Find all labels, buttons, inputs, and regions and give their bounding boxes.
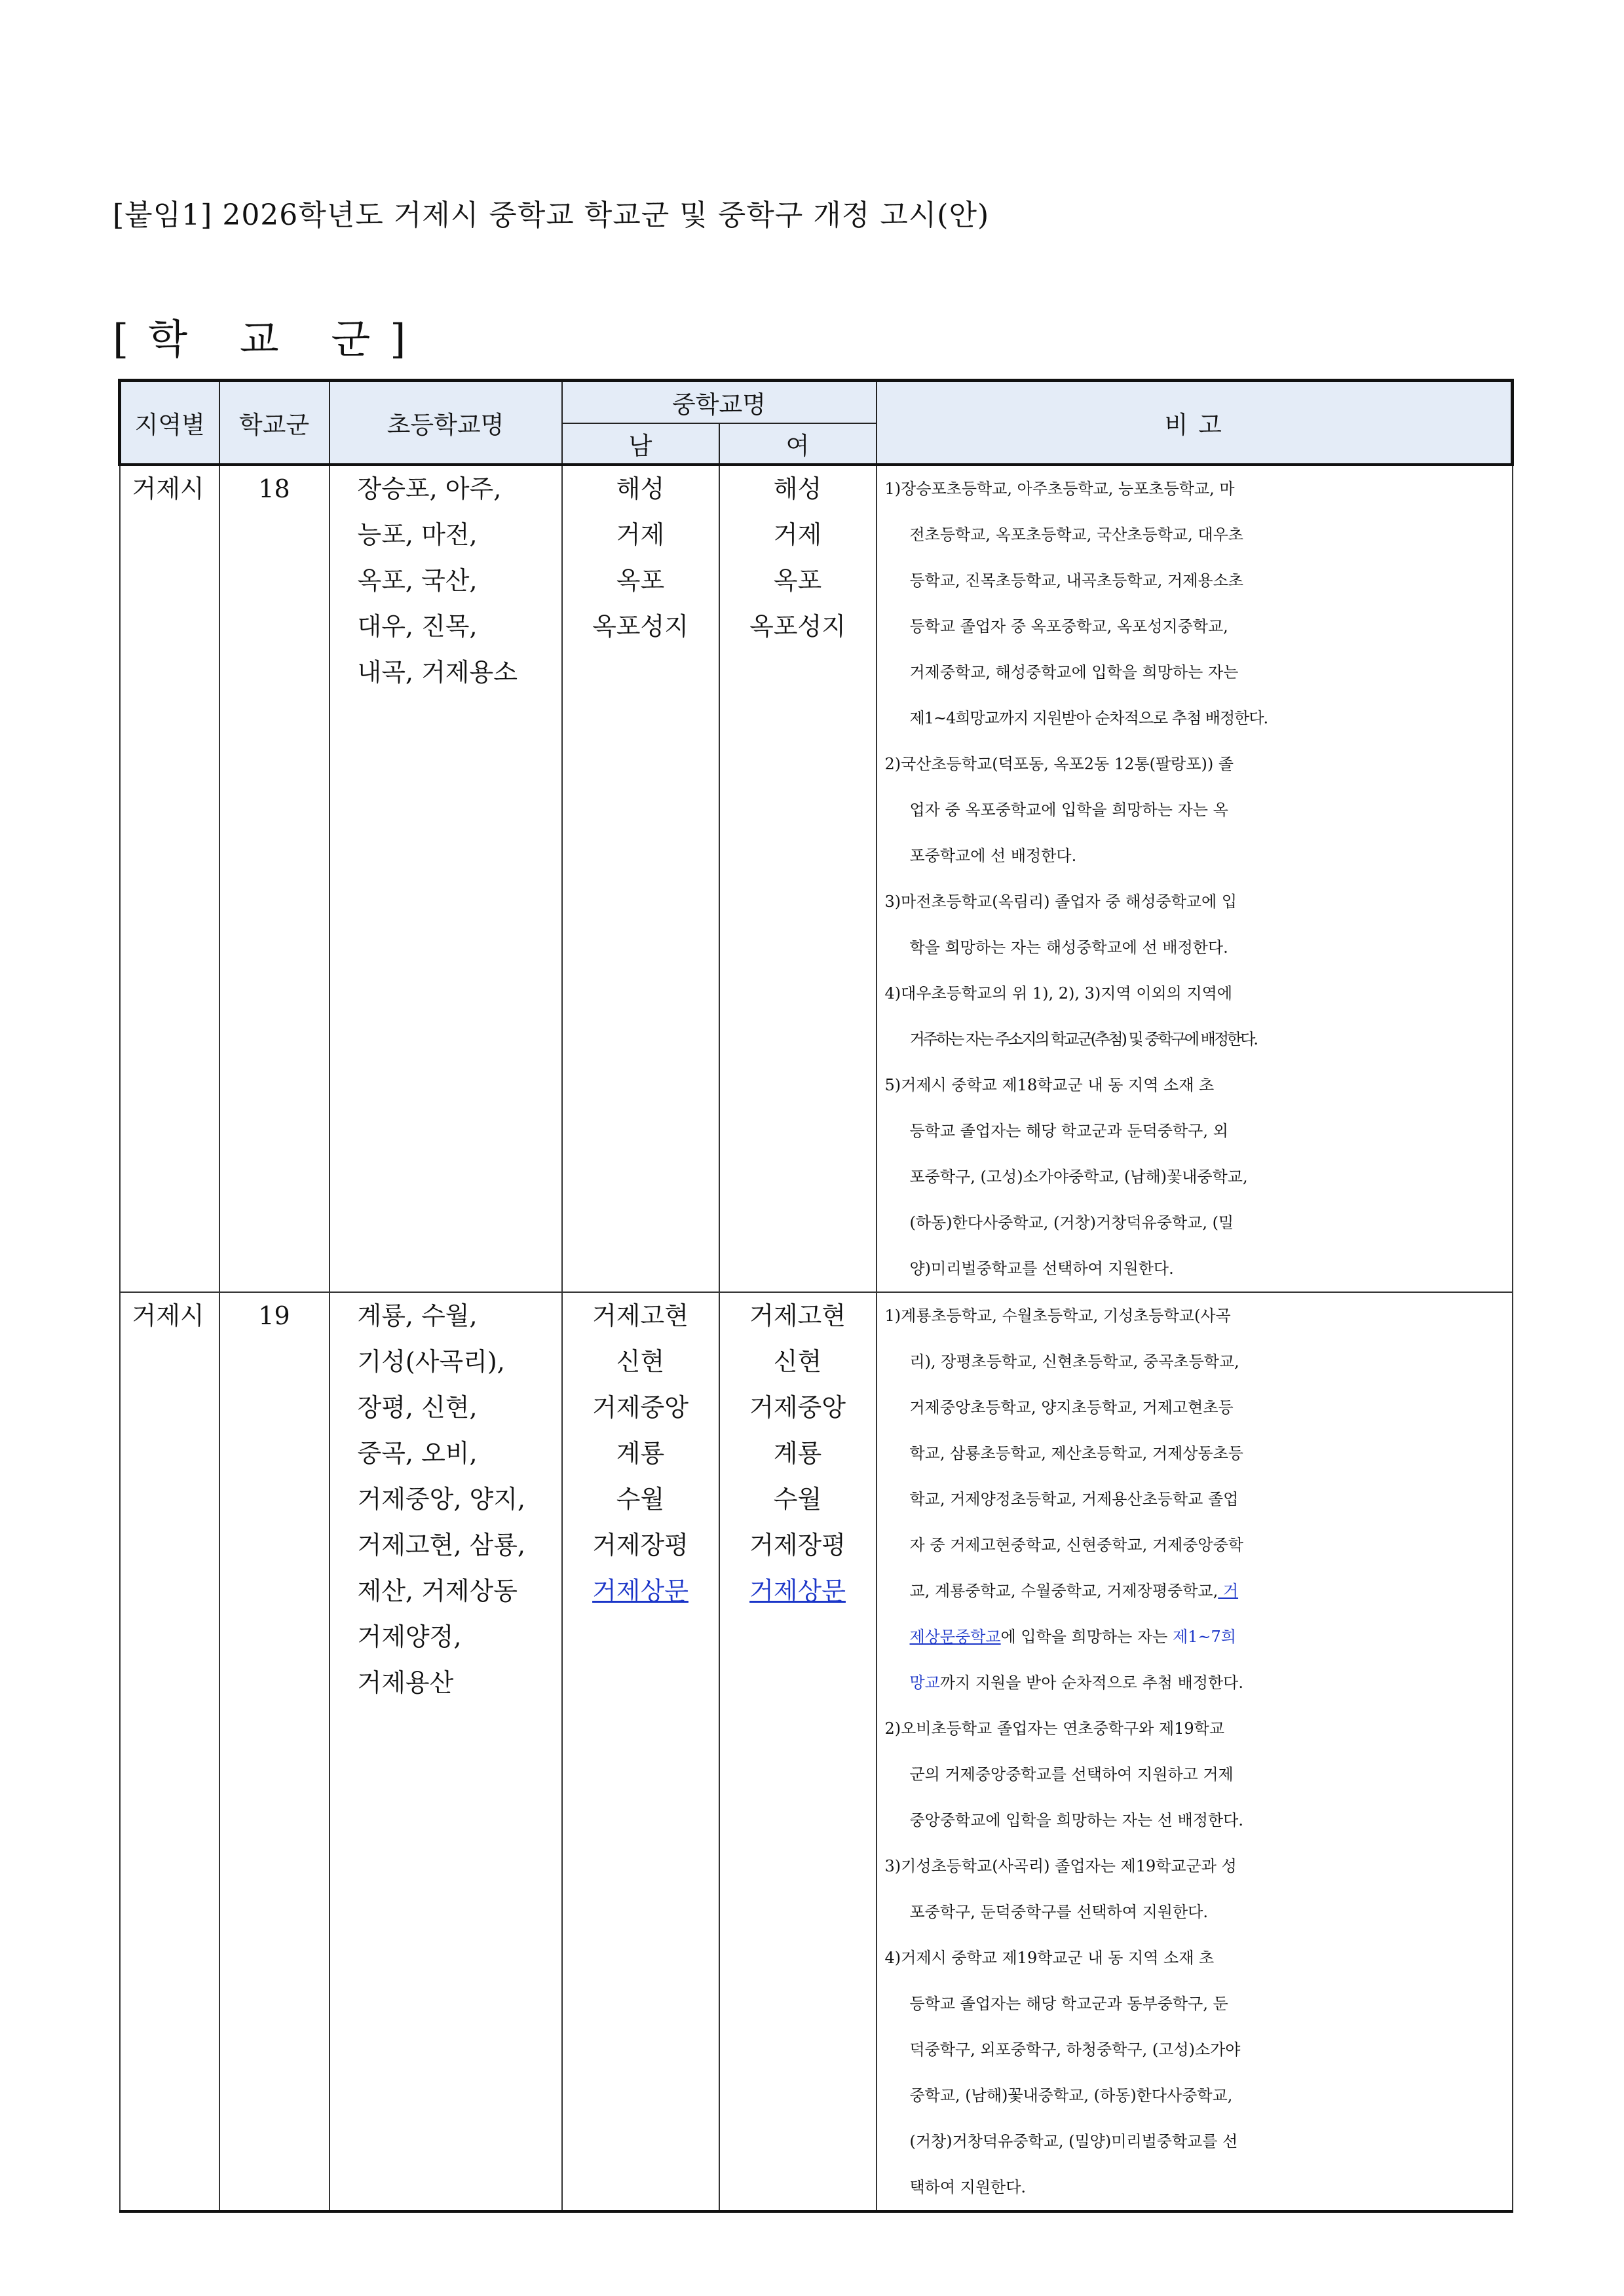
remark-line: 1)계룡초등학교, 수월초등학교, 기성초등학교(사곡 bbox=[884, 1307, 1231, 1325]
elementary-line: 대우, 진목, bbox=[357, 612, 478, 641]
middle-school-name: 해성 bbox=[616, 474, 665, 503]
middle-school-name: 거제고현 bbox=[749, 1301, 846, 1330]
middle-school-name-new: 거제상문 bbox=[592, 1577, 689, 1605]
group-cell: 18 bbox=[219, 465, 330, 1292]
remark-line bbox=[885, 1568, 1507, 1614]
elementary-line: 거제고현, 삼룡, bbox=[357, 1531, 525, 1559]
middle-school-name: 거제 bbox=[616, 520, 665, 549]
remark-line: 4)거제시 중학교 제19학교군 내 동 지역 소재 초 bbox=[884, 1949, 1215, 1967]
middle-school-name: 거제 bbox=[773, 520, 822, 549]
remark-highlight: 제1~7희 bbox=[1172, 1628, 1236, 1646]
section-title: [학 교 군] bbox=[113, 315, 426, 363]
remark-line: 덕중학구, 외포중학구, 하청중학구, (고성)소가야 bbox=[909, 2040, 1241, 2059]
middle-school-name-new: 거제상문 bbox=[749, 1577, 846, 1605]
remark-highlight: 제상문중학교 bbox=[909, 1628, 1001, 1646]
male-cell bbox=[562, 465, 719, 1292]
remark-line: 3)마전초등학교(옥림리) 졸업자 중 해성중학교에 입 bbox=[884, 892, 1237, 911]
middle-school-name: 옥포성지 bbox=[749, 612, 846, 641]
remark-line: 거주하는 자는 주소지의 학교군(추첨) 및 중학구에 배정한다. bbox=[909, 1030, 1257, 1048]
remark-line: 학교, 삼룡초등학교, 제산초등학교, 거제상동초등 bbox=[909, 1444, 1243, 1463]
remark-item bbox=[885, 1062, 1507, 1292]
remark-highlight: 망교 bbox=[909, 1674, 940, 1692]
remark-line bbox=[885, 1614, 1507, 1660]
remark-line: (거창)거창덕유중학교, (밀양)미리벌중학교를 선 bbox=[909, 2132, 1238, 2151]
remark-item bbox=[885, 741, 1507, 879]
region-cell: 거제시 bbox=[120, 465, 219, 1292]
elementary-line: 거제중앙, 양지, bbox=[357, 1485, 525, 1514]
middle-school-name: 수월 bbox=[616, 1485, 665, 1514]
document-title: [붙임1] 2026학년도 거제시 중학교 학교군 및 중학구 개정 고시(안) bbox=[113, 199, 990, 232]
middle-school-name: 신현 bbox=[616, 1347, 665, 1376]
remark-line: 포중학교에 선 배정한다. bbox=[909, 847, 1077, 865]
remark-item bbox=[885, 1935, 1507, 2210]
remark-line: 3)기성초등학교(사곡리) 졸업자는 제19학교군과 성 bbox=[884, 1857, 1237, 1875]
remark-line: 등학교 졸업자 중 옥포중학교, 옥포성지중학교, bbox=[909, 617, 1228, 636]
region-cell: 거제시 bbox=[120, 1292, 219, 2211]
remarks-cell bbox=[877, 1292, 1513, 2211]
remark-line: 자 중 거제고현중학교, 신현중학교, 거제중앙중학 bbox=[909, 1536, 1243, 1554]
elementary-line: 기성(사곡리), bbox=[357, 1347, 505, 1376]
remark-line: 2)국산초등학교(덕포동, 옥포2동 12통(팔랑포)) 졸 bbox=[884, 755, 1234, 773]
remark-line: 등학교 졸업자는 해당 학교군과 동부중학구, 둔 bbox=[909, 1995, 1228, 2013]
remark-text: 까지 지원을 받아 순차적으로 추첨 배정한다. bbox=[939, 1674, 1243, 1692]
elementary-line: 옥포, 국산, bbox=[357, 566, 478, 595]
header-region: 지역별 bbox=[120, 381, 219, 465]
header-remarks-label: 비 고 bbox=[1164, 411, 1223, 439]
remark-line: 2)오비초등학교 졸업자는 연초중학구와 제19학교 bbox=[884, 1719, 1225, 1738]
female-cell bbox=[719, 465, 877, 1292]
remark-item bbox=[885, 879, 1507, 970]
remark-item bbox=[885, 970, 1507, 1062]
header-male: 남 bbox=[562, 423, 719, 465]
middle-school-name: 거제고현 bbox=[592, 1301, 689, 1330]
elementary-cell bbox=[330, 1292, 562, 2211]
middle-school-name: 거제장평 bbox=[592, 1531, 689, 1559]
remark-line: (하동)한다사중학교, (거창)거창덕유중학교, (밀 bbox=[909, 1214, 1234, 1232]
male-cell bbox=[562, 1292, 719, 2211]
header-middle: 중학교명 bbox=[562, 381, 877, 424]
remark-line: 군의 거제중앙중학교를 선택하여 지원하고 거제 bbox=[909, 1765, 1234, 1784]
middle-school-name: 거제중앙 bbox=[749, 1393, 846, 1422]
header-elementary: 초등학교명 bbox=[330, 381, 562, 465]
remark-highlight: 거 bbox=[1218, 1582, 1239, 1600]
remark-line: 전초등학교, 옥포초등학교, 국산초등학교, 대우초 bbox=[909, 526, 1243, 544]
elementary-line: 거제양정, bbox=[357, 1622, 462, 1651]
remark-line: 포중학구, (고성)소가야중학교, (남해)꽃내중학교, bbox=[909, 1168, 1248, 1186]
elementary-line: 중곡, 오비, bbox=[357, 1439, 478, 1468]
remark-line: 중학교, (남해)꽃내중학교, (하동)한다사중학교, bbox=[909, 2086, 1233, 2105]
elementary-line: 장승포, 아주, bbox=[357, 474, 502, 503]
middle-school-name: 계룡 bbox=[616, 1439, 665, 1468]
remark-line bbox=[885, 1660, 1507, 1706]
remark-line: 등학교, 진목초등학교, 내곡초등학교, 거제용소초 bbox=[909, 571, 1243, 590]
remark-line: 택하여 지원한다. bbox=[909, 2178, 1027, 2196]
elementary-line: 거제용산 bbox=[357, 1668, 454, 1697]
remark-line: 포중학구, 둔덕중학구를 선택하여 지원한다. bbox=[909, 1903, 1208, 1921]
middle-school-name: 옥포 bbox=[773, 566, 822, 595]
remark-item bbox=[885, 1293, 1507, 1706]
remark-line: 양)미리벌중학교를 선택하여 지원한다. bbox=[909, 1259, 1174, 1278]
middle-school-name: 옥포 bbox=[616, 566, 665, 595]
remark-line: 제1~4희망교까지 지원받아 순차적으로 추첨 배정한다. bbox=[909, 709, 1268, 727]
header-remarks bbox=[877, 381, 1513, 465]
remark-line: 중앙중학교에 입학을 희망하는 자는 선 배정한다. bbox=[909, 1811, 1243, 1829]
remark-line: 학을 희망하는 자는 해성중학교에 선 배정한다. bbox=[909, 938, 1228, 957]
middle-school-name: 계룡 bbox=[773, 1439, 822, 1468]
remark-text: 교, 계룡중학교, 수월중학교, 거제장평중학교, bbox=[909, 1582, 1218, 1600]
female-cell bbox=[719, 1292, 877, 2211]
remark-line: 리), 장평초등학교, 신현초등학교, 중곡초등학교, bbox=[909, 1352, 1239, 1371]
elementary-line: 계룡, 수월, bbox=[357, 1301, 478, 1330]
school-group-table bbox=[118, 379, 1514, 2213]
header-group: 학교군 bbox=[219, 381, 330, 465]
elementary-line: 제산, 거제상동 bbox=[357, 1577, 518, 1605]
middle-school-name: 거제중앙 bbox=[592, 1393, 689, 1422]
remark-line: 5)거제시 중학교 제18학교군 내 동 지역 소재 초 bbox=[884, 1076, 1215, 1094]
elementary-line: 장평, 신현, bbox=[357, 1393, 478, 1422]
remark-line: 4)대우초등학교의 위 1), 2), 3)지역 이외의 지역에 bbox=[884, 984, 1233, 1003]
remark-line: 업자 중 옥포중학교에 입학을 희망하는 자는 옥 bbox=[909, 801, 1228, 819]
remark-line: 1)장승포초등학교, 아주초등학교, 능포초등학교, 마 bbox=[884, 480, 1235, 498]
middle-school-name: 옥포성지 bbox=[592, 612, 689, 641]
group-cell: 19 bbox=[219, 1292, 330, 2211]
middle-school-name: 거제장평 bbox=[749, 1531, 846, 1559]
remark-item bbox=[885, 1706, 1507, 1843]
remark-line: 학교, 거제양정초등학교, 거제용산초등학교 졸업 bbox=[909, 1490, 1239, 1508]
middle-school-name: 수월 bbox=[773, 1485, 822, 1514]
remark-item bbox=[885, 1843, 1507, 1935]
elementary-line: 능포, 마전, bbox=[357, 520, 478, 549]
remark-line: 거제중학교, 해성중학교에 입학을 희망하는 자는 bbox=[909, 663, 1239, 681]
middle-school-name: 해성 bbox=[773, 474, 822, 503]
remark-text: 에 입학을 희망하는 자는 bbox=[1000, 1628, 1173, 1646]
remarks-cell bbox=[877, 465, 1513, 1292]
elementary-cell bbox=[330, 465, 562, 1292]
middle-school-name: 신현 bbox=[773, 1347, 822, 1376]
header-female: 여 bbox=[719, 423, 877, 465]
table-row bbox=[120, 1292, 1513, 2211]
table-header bbox=[120, 381, 1513, 465]
table-row bbox=[120, 465, 1513, 1292]
elementary-line: 내곡, 거제용소 bbox=[357, 658, 518, 687]
remark-line: 거제중앙초등학교, 양지초등학교, 거제고현초등 bbox=[909, 1398, 1234, 1417]
remark-item bbox=[885, 466, 1507, 741]
remark-line: 등학교 졸업자는 해당 학교군과 둔덕중학구, 외 bbox=[909, 1122, 1228, 1140]
